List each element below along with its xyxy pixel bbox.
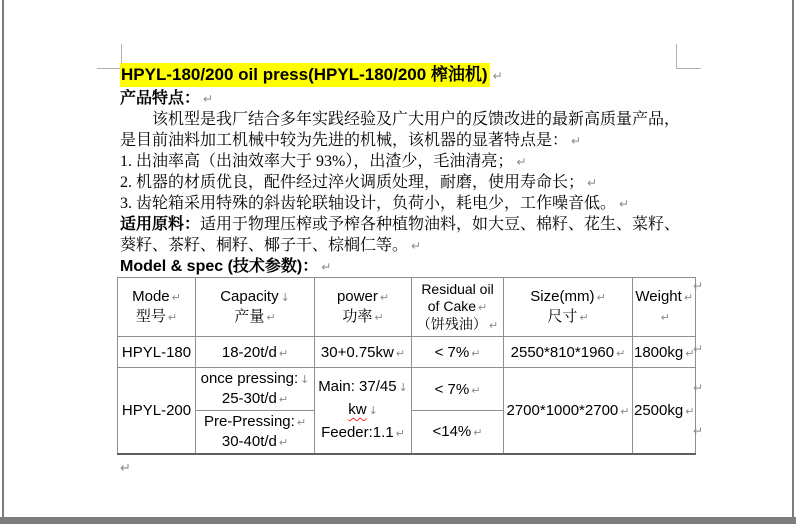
cell-model-200: HPYL-200: [118, 368, 196, 454]
intro-line-2: 是目前油料加工机械中较为先进的机械，该机器的显著特点是： ↵: [120, 132, 582, 149]
paragraph-mark: ↵: [171, 291, 181, 304]
paragraph-mark: ↵: [321, 260, 332, 274]
cell-weight-200: 2500kg ↵: [633, 368, 696, 454]
paragraph-mark: ↵: [492, 69, 503, 83]
materials-line-1: 适用原料：适用于物理压榨或予榨各种植物油料，如大豆、棉籽、花生、菜籽、: [120, 216, 681, 233]
paragraph-mark: ↵: [579, 311, 589, 324]
line-break-mark: ↓: [368, 403, 378, 417]
cell-residual-200-once: < 7% ↵: [412, 368, 504, 411]
cell-model-180: HPYL-180: [118, 337, 196, 368]
paragraph-mark: ↵: [471, 346, 481, 360]
paragraph-mark: ↵: [471, 383, 481, 397]
paragraph-mark: ↵: [660, 311, 670, 324]
feature-item-2: 2. 机器的材质优良，配件经过淬火调质处理，耐磨，使用寿命长； ↵: [120, 174, 598, 191]
line-break-mark: ↓: [280, 291, 290, 304]
paragraph-mark: ↵: [616, 346, 626, 360]
paragraph-mark: ↵: [167, 311, 178, 324]
paragraph-mark: ↵: [120, 461, 131, 476]
header-weight: Weight ↵ ↵: [633, 278, 696, 337]
header-size: Size(mm) ↵ 尺寸 ↵: [504, 278, 633, 337]
cell-capacity-180: 18-20t/d ↵: [196, 337, 315, 368]
features-heading: 产品特点： ↵: [120, 90, 214, 107]
paragraph-mark: ↵: [278, 346, 289, 360]
document-body: [120, 62, 686, 277]
header-power: power ↵ 功率 ↵: [315, 278, 412, 337]
table-header-row: [118, 278, 696, 337]
paragraph-mark: ↵: [411, 239, 422, 253]
cell-power-200: Main: 37/45 ↓ kw ↓ Feeder:1.1 ↵: [315, 368, 412, 454]
feature-item-3: 3. 齿轮箱采用特殊的斜齿轮联轴设计，负荷小，耗电少，工作噪音低。 ↵: [120, 195, 630, 212]
intro-line-1: 该机型是我厂结合多年实践经验及广大用户的反馈改进的最新高质量产品，: [152, 111, 681, 128]
paragraph-mark: ↵: [203, 92, 214, 106]
cell-size-180: 2550*810*1960 ↵: [504, 337, 633, 368]
page-right-edge: [792, 0, 794, 519]
highlighted-title: HPYL-180/200 oil press(HPYL-180/200 榨油机): [120, 63, 490, 87]
paragraph-mark: ↵: [395, 346, 406, 360]
spec-heading: Model & spec (技术参数)： ↵: [120, 258, 332, 275]
paragraph-mark: ↵: [685, 404, 695, 418]
paragraph-mark: ↵: [473, 426, 483, 440]
paragraph-mark: ↵: [374, 311, 384, 324]
table-row-hpyl-180: [118, 337, 696, 368]
spec-table: [117, 277, 696, 455]
cell-size-200: 2700*1000*2700 ↵: [504, 368, 633, 454]
cell-weight-180: 1800kg ↵: [633, 337, 696, 368]
paragraph-mark: ↵: [571, 134, 582, 148]
paragraph-mark: ↵: [596, 291, 606, 304]
cell-capacity-200-pre: Pre-Pressing: ↵ 30-40t/d ↵: [196, 411, 315, 454]
page-bottom-edge: [0, 517, 796, 524]
materials-line-2: 葵籽、茶籽、桐籽、椰子干、棕榈仁等。 ↵: [120, 237, 422, 254]
end-of-row-mark: ↵: [693, 342, 704, 356]
paragraph-mark: ↵: [683, 291, 694, 304]
header-residual-oil: Residual oil of Cake ↵ （饼残油） ↵: [412, 278, 504, 337]
paragraph-mark: ↵: [278, 435, 289, 449]
paragraph-mark: ↵: [478, 300, 488, 314]
header-mode: Mode ↵ 型号 ↵: [118, 278, 196, 337]
spellcheck-flagged-word: kw: [348, 400, 367, 418]
line-break-mark: ↓: [300, 373, 310, 386]
line-break-mark: ↓: [398, 380, 408, 394]
paragraph-mark: ↵: [395, 426, 405, 440]
materials-heading: 适用原料：: [120, 216, 201, 233]
paragraph-mark: ↵: [620, 404, 630, 418]
cell-residual-180: < 7% ↵: [412, 337, 504, 368]
end-of-row-mark: ↵: [693, 381, 704, 395]
cell-capacity-200-once: once pressing: ↓ 25-30t/d ↵: [196, 368, 315, 411]
paragraph-mark: ↵: [619, 197, 630, 211]
margin-corner-mark-left: [97, 44, 122, 69]
paragraph-mark: ↵: [685, 346, 695, 360]
feature-item-1: 1. 出油率高（出油效率大于 93%），出渣少，毛油清亮； ↵: [120, 153, 527, 170]
document-title-line: [120, 62, 686, 88]
cell-residual-200-pre: <14% ↵: [412, 411, 504, 454]
paragraph-mark: ↵: [587, 176, 598, 190]
paragraph-mark: ↵: [266, 311, 276, 324]
header-capacity: Capacity ↓ 产量 ↵: [196, 278, 315, 337]
end-of-row-mark: ↵: [693, 424, 704, 438]
paragraph-mark: ↵: [278, 393, 289, 406]
cell-power-180: 30+0.75kw ↵: [315, 337, 412, 368]
page-left-edge: [2, 0, 4, 519]
paragraph-mark: ↵: [296, 415, 307, 429]
paragraph-mark: ↵: [379, 291, 390, 304]
table-row-hpyl-200-once: [118, 368, 696, 411]
paragraph-mark: ↵: [488, 318, 499, 332]
end-of-row-mark: ↵: [693, 279, 704, 293]
paragraph-mark: ↵: [516, 155, 527, 169]
